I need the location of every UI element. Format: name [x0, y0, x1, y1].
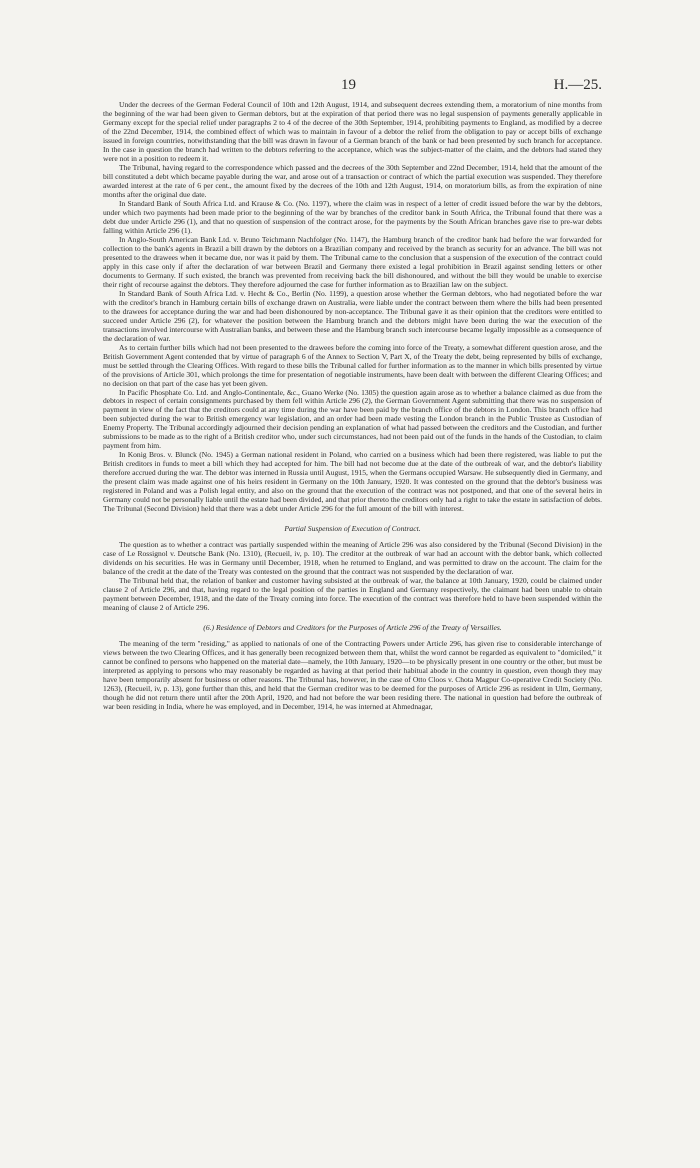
page-number: 19: [341, 77, 356, 93]
section-heading-residence: (6.) Residence of Debtors and Creditors for the Purposes of Article 296 of the Treaty of Versailles.: [203, 623, 502, 633]
body-text: [103, 100, 602, 711]
page-header: [103, 0, 602, 100]
paragraph: In Anglo-South American Bank Ltd. v. Bruno Teichmann Nachfolger (No. 1147), the Hamburg branch of the creditor bank had before the war forwarded for collection to the bank's agents in Brazil a bill drawn by the debtors on a Brazilian company and received by the branch as security for an advance. The bill was not presented to the drawees when it became due, nor was it paid by them. The Tribunal came to the conclusion that a suspension of the execution of the contract could apply in this case only if after the declaration of war between Brazil and Germany there existed a legal prohibition in Brazil against sending letters or other documents to Germany. If such existed, the branch was prevented from receiving back the bill dishonoured, and without the bill they would be unable to exercise their right of recourse against the debtors. They therefore adjourned the case for further information as to Brazilian law on the subject.: [103, 234, 602, 289]
paragraph: Under the decrees of the German Federal Council of 10th and 12th August, 1914, and subsequent decrees extending them, a moratorium of nine months from the beginning of the war had been given to German debtors, but at the expiration of that period there was no legal suspension of payments generally applicable in Germany except for the special relief under paragraphs 2 to 4 of the decree of the 30th September, 1914, prohibiting payments to England, as modified by a decree of the 22nd December, 1914, the combined effect of which was to maintain in favour of a debtor the relief from the obligation to pay or accept bills of exchange issued in foreign countries, notwithstanding that the bill was drawn in favour of a German branch of the bank or had been presented by such branch for acceptance. In the case in question the branch had written to the debtors referring to the acceptance, which was the subject-matter of the claim, and the debtors had stated they were not in a position to redeem it.: [103, 100, 602, 163]
paragraph: In Standard Bank of South Africa Ltd. v. Hecht & Co., Berlin (No. 1199), a question arose whether the German debtors, who had negotiated before the war with the creditor's branch in Hamburg certain bills of exchange drawn on Australia, were liable under the contract between them where the bills had been presented to the drawees for acceptance during the war and had been dishonoured by non-acceptance. The Tribunal gave it as their opinion that the creditors were entitled to succeed under Article 296 (2), for whatever the position between the Hamburg branch and the debtors might have been during the war the execution of the transactions involved intercourse with Australian banks, and between these and the Hamburg branch such intercourse became legally impossible as a consequence of the declaration of war.: [103, 288, 602, 343]
paragraph: In Standard Bank of South Africa Ltd. and Krause & Co. (No. 1197), where the claim was in respect of a letter of credit issued before the war by the debtors, under which two payments had been made prior to the beginning of the war by branches of the creditor bank in South Africa, the Tribunal found that there was a debt due under Article 296 (1), and that no question of suspension of the contract arose, for the payments by the South African branches gave rise to pre-war debts falling within Article 296 (1).: [103, 198, 602, 235]
paragraph: In Pacific Phosphate Co. Ltd. and Anglo-Continentale, &c., Guano Werke (No. 1305) the question again arose as to whether a balance claimed as due from the debtors in respect of certain consignments purchased by them fell within Article 296 (2), the German Government Agent submitting that there was no suspension of payment in view of the fact that the creditors could at any time during the war have been paid by the branch office of the debtors in London. This branch office had been subjected during the war to British emergency war legislation, and an order had been made vesting the London branch in the Public Trustee as Custodian of Enemy Property. The Tribunal accordingly adjourned their decision pending an explanation of what had passed between the creditors and the Custodian, and further submissions to be made as to the right of a British creditor who, under such circumstances, had not been paid out of the funds in the hands of the Custodian, to claim payment from him.: [103, 387, 602, 451]
paragraph: The question as to whether a contract was partially suspended within the meaning of Article 296 was also considered by the Tribunal (Second Division) in the case of Le Rossignol v. Deutsche Bank (No. 1310), (Recueil, iv, p. 10). The creditor at the outbreak of war had an account with the debtor bank, which collected dividends on his securities. He was in Germany until December, 1918, when he returned to England, and was permitted to draw on the account. The claim for the balance of the credit at the date of the Treaty was contested on the ground that the contract was not suspended by the declaration of war.: [103, 540, 602, 577]
document-reference: H.—25.: [553, 77, 602, 93]
paragraph: The Tribunal, having regard to the correspondence which passed and the decrees of the 30th September and 22nd December, 1914, held that the amount of the bill constituted a debt which became payable during the war, and arose out of a transaction or contract of which the partial execution was suspended. They therefore awarded interest at the rate of 6 per cent., the amount fixed by the decrees of the 10th and 12th August, 1914, on moratorium bills, as from the expiration of nine months after the original due date.: [103, 162, 602, 199]
paragraph: As to certain further bills which had not been presented to the drawees before the coming into force of the Treaty, a somewhat different question arose, and the British Government Agent contended that by virtue of paragraph 6 of the Annex to Section V, Part X, of the Treaty the debt, being represented by bills of exchange, must be settled through the Clearing Offices. With regard to these bills the Tribunal called for further information as to the manner in which bills presented by virtue of the provisions of Article 301, which prolongs the time for presentation of negotiable instruments, have been dealt with between the different Clearing Offices; and no decision on that part of the case has yet been given.: [103, 342, 602, 388]
paragraph: In Konig Bros. v. Blunck (No. 1945) a German national resident in Poland, who carried on a business which had been there registered, was liable to put the British creditors in funds to meet a bill which they had accepted for him. The bill had not become due at the date of the outbreak of war, and the debtor's liability therefore accrued during the war. The debtor was interned in Russia until August, 1915, when the Germans occupied Warsaw. He subsequently died in Germany, and the present claim was made against one of his heirs resident in Germany on the 10th January, 1920. It was contested on the ground that the debtor's business was registered in Poland and was a Polish legal entity, and also on the ground that the execution of the contract was not postponed, and that one of the several heirs in Germany could not be personally liable until the estate had been divided, and that prior thereto the creditors only had a right to take the estate in satisfaction of debts. The Tribunal (Second Division) held that there was a debt under Article 296 for the full amount of the bill with interest.: [103, 450, 602, 514]
paragraph: The meaning of the term "residing," as applied to nationals of one of the Contracting Powers under Article 296, has given rise to considerable interchange of views between the two Clearing Offices, and it has generally been recognized between them that, whilst the word cannot be regarded as equivalent to "domiciled," it cannot be confined to persons who happened on the material date—namely, the 10th January, 1920—to be physically present in one country or the other, but must be interpreted as applying to persons who may reasonably be regarded as having at that period their habitual abode in the country in question, even though they may have been temporarily absent for business or other reasons. The Tribunal has, however, in the case of Otto Cloos v. Chota Magpur Co-operative Credit Society (No. 1263), (Recueil, iv, p. 13), gone further than this, and held that the German creditor was to be deemed for the purposes of Article 296 as resident in Ulm, Germany, though he did not return there until after the 20th April, 1920, and had not before the war been residing there. The national in question had before the outbreak of war been residing in India, where he was employed, and in December, 1914, he was interned at Ahmednagar,: [103, 639, 602, 712]
paragraph: The Tribunal held that, the relation of banker and customer having subsisted at the outbreak of war, the balance at 10th January, 1920, could be claimed under clause 2 of Article 296, and that, having regard to the legal position of the parties in England and Germany respectively, the claimant had been unable to obtain payment between December, 1918, and the date of the Treaty coming into force. The execution of the contract was therefore held to have been suspended within the meaning of clause 2 of Article 296.: [103, 576, 602, 613]
section-heading-partial-suspension: Partial Suspension of Execution of Contract.: [284, 524, 421, 534]
